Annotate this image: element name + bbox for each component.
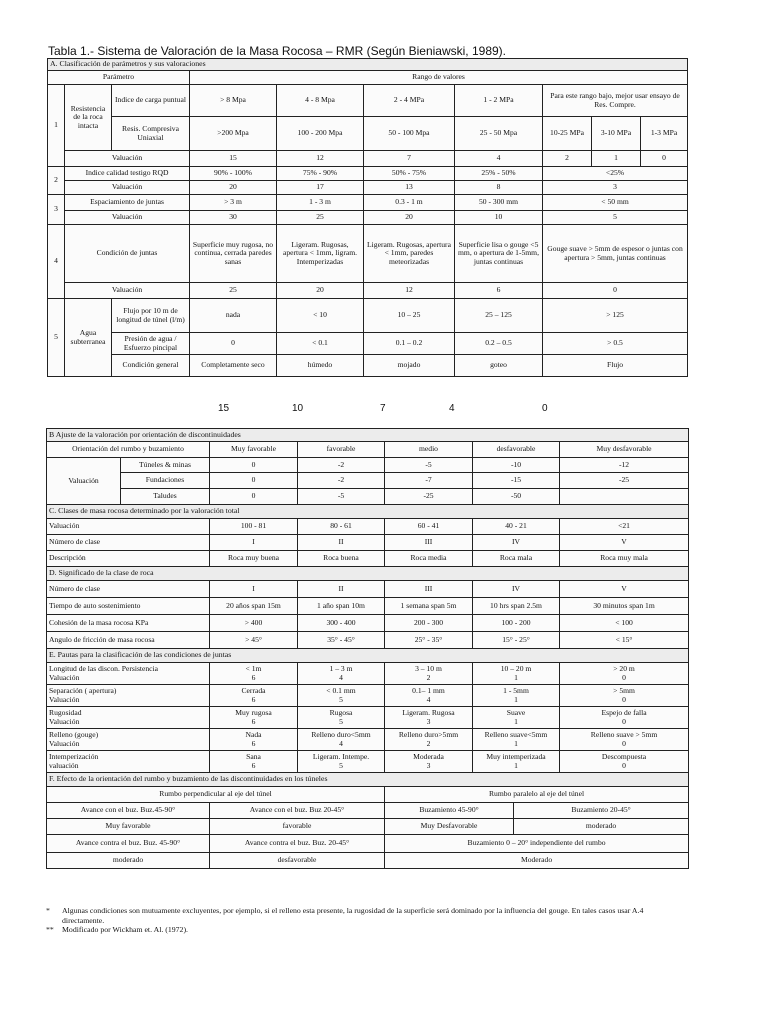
- cell: 20: [277, 283, 364, 299]
- e-label: Separación ( apertura): [49, 686, 117, 695]
- cell: 0.1 – 0.2: [364, 333, 455, 355]
- section-a-heading: A. Clasificación de parámetros y sus valoraciones: [48, 59, 688, 71]
- cell: >200 Mpa: [190, 117, 277, 151]
- cell: > 8 Mpa: [190, 85, 277, 117]
- cell-top: < 1m: [245, 664, 262, 673]
- annotation-value: 4: [449, 403, 455, 414]
- cell: < 50 mm: [543, 195, 688, 211]
- e-label-2: Valuación: [49, 672, 80, 682]
- cell: < 0.1: [277, 333, 364, 355]
- cell: 4: [455, 151, 543, 167]
- cell: Buzamiento 45-90°: [385, 803, 514, 819]
- cell: Roca buena: [298, 551, 385, 567]
- cell: 0: [641, 151, 688, 167]
- cell-top: Sana: [246, 752, 261, 761]
- f-para-header: Rumbo paralelo al eje del túnel: [385, 787, 689, 803]
- b-group: Valuación: [47, 458, 121, 505]
- param-num: 5: [48, 299, 65, 377]
- cell: -25: [560, 473, 689, 489]
- cell: 100 - 200 Mpa: [277, 117, 364, 151]
- cell: 20: [190, 181, 277, 195]
- section-b-heading: B Ajuste de la valoración por orientación de discontinuidades: [47, 429, 689, 442]
- cell: 0: [210, 458, 298, 473]
- cell: -10: [473, 458, 560, 473]
- section-e-heading: E. Pautas para la clasificación de las condiciones de juntas: [47, 649, 689, 663]
- cell: -50: [473, 489, 560, 505]
- param-sub: Indice de carga puntual: [112, 85, 190, 117]
- cell-bottom: 5: [339, 760, 343, 770]
- e-row-label: [47, 663, 210, 685]
- cell: 90% - 100%: [190, 167, 277, 181]
- cell: [298, 663, 385, 685]
- cell-bottom: 4: [426, 694, 431, 704]
- e-label: Rugosidad: [49, 708, 82, 717]
- cell: [298, 751, 385, 773]
- cell: Roca muy mala: [560, 551, 689, 567]
- cell: Avance con el buz. Buz 20-45°: [210, 803, 385, 819]
- cell: -5: [298, 489, 385, 505]
- cell: 15: [190, 151, 277, 167]
- cell: > 3 m: [190, 195, 277, 211]
- cell-top: Muy rugosa: [235, 708, 272, 717]
- cell-bottom: 1: [514, 716, 518, 726]
- cell: 12: [364, 283, 455, 299]
- cell: 25 - 50 Mpa: [455, 117, 543, 151]
- annotation-value: 7: [380, 403, 386, 414]
- cell: Buzamiento 20-45°: [514, 803, 689, 819]
- cell: 5: [543, 211, 688, 225]
- cell: -2: [298, 458, 385, 473]
- footnote-text: Algunas condiciones son mutuamente excluyentes, por ejemplo, si el relleno esta presente, la rugosidad de la superficie será dominado por la influencia del gouge. En tales casos usar A.4 directamente.: [62, 906, 644, 925]
- cell: 10 – 25: [364, 299, 455, 333]
- cell-top: Cerrada: [241, 686, 266, 695]
- d-row-label: Cohesión de la masa rocosa KPa: [47, 615, 210, 632]
- val-label: Valuación: [65, 151, 190, 167]
- col-range: Rango de valores: [190, 71, 688, 85]
- b-head: favorable: [298, 442, 385, 458]
- cell: 35° - 45°: [298, 632, 385, 649]
- param-name: Espaciamiento de juntas: [65, 195, 190, 211]
- cell-bottom: 6: [251, 716, 256, 726]
- cell: [473, 663, 560, 685]
- cell: II: [298, 535, 385, 551]
- cell-bottom: 2: [426, 672, 431, 682]
- cell: [473, 729, 560, 751]
- cell: 8: [455, 181, 543, 195]
- cell: [298, 685, 385, 707]
- cell: 20: [364, 211, 455, 225]
- cell: [560, 663, 689, 685]
- cell: 80 - 61: [298, 519, 385, 535]
- cell-bottom: 0: [622, 716, 626, 726]
- cell: [210, 707, 298, 729]
- cell-top: 0.1– 1 mm: [412, 686, 445, 695]
- cell: 15° - 25°: [473, 632, 560, 649]
- cell: V: [560, 581, 689, 598]
- b-head: Muy favorable: [210, 442, 298, 458]
- c-row-label: Valuación: [47, 519, 210, 535]
- annotation-value: 15: [218, 403, 230, 414]
- cell-bottom: 0: [622, 738, 626, 748]
- cell: 6: [455, 283, 543, 299]
- cell: 25: [190, 283, 277, 299]
- c-row-label: Descripción: [47, 551, 210, 567]
- cell: 300 - 400: [298, 615, 385, 632]
- cell: Flujo: [543, 355, 688, 377]
- cell: desfavorable: [210, 853, 385, 869]
- e-label: Intemperización: [49, 752, 99, 761]
- cell: Avance contra el buz. Buz. 45-90°: [47, 835, 210, 853]
- c-row-label: Número de clase: [47, 535, 210, 551]
- cell: 1 año span 10m: [298, 598, 385, 615]
- cell: [210, 685, 298, 707]
- cell: [210, 663, 298, 685]
- cell-top: Relleno duro>5mm: [398, 730, 459, 739]
- footnote: [46, 906, 686, 925]
- cell: 200 - 300: [385, 615, 473, 632]
- cell: favorable: [210, 819, 385, 835]
- footnotes: [46, 906, 686, 935]
- cell: 25° - 35°: [385, 632, 473, 649]
- cell: > 125: [543, 299, 688, 333]
- footnote-text: Modificado por Wickham et. Al. (1972).: [62, 925, 188, 935]
- cell: III: [385, 581, 473, 598]
- cell-bottom: 6: [251, 672, 256, 682]
- table-title: Tabla 1.- Sistema de Valoración de la Masa Rocosa – RMR (Según Bieniawski, 1989).: [48, 44, 507, 58]
- cell: [210, 751, 298, 773]
- cell: 25% - 50%: [455, 167, 543, 181]
- e-row-label: [47, 729, 210, 751]
- cell: III: [385, 535, 473, 551]
- cell: > 400: [210, 615, 298, 632]
- cell: [473, 751, 560, 773]
- cell-bottom: 4: [339, 738, 343, 748]
- cell: [473, 707, 560, 729]
- cell: Buzamiento 0 – 20° independiente del rumbo: [385, 835, 689, 853]
- cell-top: > 20 m: [613, 664, 635, 673]
- val-label: Valuación: [65, 181, 190, 195]
- param-num: 4: [48, 225, 65, 299]
- cell: Completamente seco: [190, 355, 277, 377]
- cell-top: 3 – 10 m: [415, 664, 442, 673]
- cell: [210, 729, 298, 751]
- cell: [560, 489, 689, 505]
- cell: 4 - 8 Mpa: [277, 85, 364, 117]
- cell-bottom: 3: [426, 716, 431, 726]
- cell: II: [298, 581, 385, 598]
- e-row-label: [47, 751, 210, 773]
- cell-top: < 0.1 mm: [326, 686, 356, 695]
- cell: <21: [560, 519, 689, 535]
- cell: 0.3 - 1 m: [364, 195, 455, 211]
- cell: 50% - 75%: [364, 167, 455, 181]
- cell: [385, 685, 473, 707]
- cell: -15: [473, 473, 560, 489]
- d-row-label: Angulo de fricción de masa rocosa: [47, 632, 210, 649]
- param-num: 2: [48, 167, 65, 195]
- cell-top: Relleno duro<5mm: [311, 730, 371, 739]
- e-label-2: Valuación: [49, 716, 80, 726]
- e-label-2: Valuación: [49, 694, 80, 704]
- cell: 0: [543, 283, 688, 299]
- cell: 1-3 MPa: [641, 117, 688, 151]
- param-name: Indice calidad testigo RQD: [65, 167, 190, 181]
- cell: Muy Desfavorable: [385, 819, 514, 835]
- cell: 60 - 41: [385, 519, 473, 535]
- cell: 17: [277, 181, 364, 195]
- cell: -5: [385, 458, 473, 473]
- cell-top: Moderada: [413, 752, 444, 761]
- cell-bottom: 0: [622, 672, 626, 682]
- cell: <25%: [543, 167, 688, 181]
- cell-top: Suave: [506, 708, 526, 717]
- cell: Superficie lisa o gouge <5 mm, o apertura de 1-5mm, juntas continuas: [455, 225, 543, 283]
- b-head: Orientación del rumbo y buzamiento: [47, 442, 210, 458]
- cell-bottom: 5: [339, 716, 343, 726]
- cell: V: [560, 535, 689, 551]
- cell-bottom: 0: [622, 694, 626, 704]
- cell: [385, 707, 473, 729]
- param-sub: Resis. Compresiva Uniaxial: [112, 117, 190, 151]
- cell: [560, 707, 689, 729]
- cell: [560, 729, 689, 751]
- cell-bottom: 1: [514, 738, 518, 748]
- cell: 3-10 MPa: [592, 117, 641, 151]
- cell-top: Ligeram. Rugosa: [402, 708, 455, 717]
- cell: > 0.5: [543, 333, 688, 355]
- cell: 1 - 2 MPa: [455, 85, 543, 117]
- e-row-label: [47, 685, 210, 707]
- cell-bottom: 6: [251, 760, 256, 770]
- cell: 10 hrs span 2.5m: [473, 598, 560, 615]
- cell: goteo: [455, 355, 543, 377]
- b-head: medio: [385, 442, 473, 458]
- cell: 1: [592, 151, 641, 167]
- cell: 3: [543, 181, 688, 195]
- e-label-2: Valuación: [49, 738, 80, 748]
- cell: [385, 751, 473, 773]
- f-perp-header: Rumbo perpendicular al eje del túnel: [47, 787, 385, 803]
- cell: -25: [385, 489, 473, 505]
- cell: 50 - 300 mm: [455, 195, 543, 211]
- e-label: Longitud de las discon. Persistencia: [49, 664, 159, 673]
- cell: I: [210, 535, 298, 551]
- cell: Avance contra el buz. Buz. 20-45°: [210, 835, 385, 853]
- cell-top: Rugosa: [329, 708, 353, 717]
- footnote-mark: **: [46, 925, 54, 935]
- section-f-heading: F. Efecto de la orientación del rumbo y buzamiento de las discontinuidades en los túneles: [47, 773, 689, 787]
- cell-top: > 5mm: [613, 686, 635, 695]
- cell-top: Muy intemperizada: [486, 752, 546, 761]
- cell: [298, 707, 385, 729]
- cell-bottom: 1: [514, 672, 518, 682]
- cell-bottom: 3: [426, 760, 431, 770]
- cell-top: Espejo de falla: [601, 708, 647, 717]
- cell: húmedo: [277, 355, 364, 377]
- col-param: Parámetro: [48, 71, 190, 85]
- annotation-value: 0: [542, 403, 548, 414]
- cell-top: 1 – 3 m: [329, 664, 353, 673]
- section-d-heading: D. Significado de la clase de roca: [47, 567, 689, 581]
- section-a-table: [47, 58, 687, 377]
- b-head: Muy desfavorable: [560, 442, 689, 458]
- cell: 20 años span 15m: [210, 598, 298, 615]
- cell-bottom: 5: [339, 694, 343, 704]
- cell: [385, 729, 473, 751]
- cell-top: 1 - 5mm: [503, 686, 529, 695]
- cell: > 45°: [210, 632, 298, 649]
- cell: < 10: [277, 299, 364, 333]
- cell: 0.2 – 0.5: [455, 333, 543, 355]
- cell: 25 – 125: [455, 299, 543, 333]
- cell: 1 semana span 5m: [385, 598, 473, 615]
- footnote-mark: *: [46, 906, 50, 915]
- cell: moderado: [514, 819, 689, 835]
- cell: -2: [298, 473, 385, 489]
- cell: 0: [210, 489, 298, 505]
- param-sub: Condición general: [112, 355, 190, 377]
- cell: -7: [385, 473, 473, 489]
- param-name: Agua subterranea: [65, 299, 112, 377]
- cell: Roca media: [385, 551, 473, 567]
- param-name: Condición de juntas: [65, 225, 190, 283]
- cell-bottom: 2: [426, 738, 431, 748]
- cell: 100 - 81: [210, 519, 298, 535]
- cell: moderado: [47, 853, 210, 869]
- cell: 2 - 4 MPa: [364, 85, 455, 117]
- cell: Gouge suave > 5mm de espesor o juntas con apertura > 5mm, juntas continuas: [543, 225, 688, 283]
- cell: [473, 685, 560, 707]
- cell-bottom: 0: [622, 760, 626, 770]
- cell: [298, 729, 385, 751]
- cell-bottom: 4: [339, 672, 343, 682]
- cell: 30 minutos span 1m: [560, 598, 689, 615]
- cell-top: Relleno suave > 5mm: [590, 730, 658, 739]
- cell: Ligeram. Rugosas, apertura < 1mm, paredes meteorizadas: [364, 225, 455, 283]
- cell-top: Relleno suave<5mm: [484, 730, 548, 739]
- b-head: desfavorable: [473, 442, 560, 458]
- e-row-label: [47, 707, 210, 729]
- cell-top: Nada: [245, 730, 262, 739]
- cell: 0: [190, 333, 277, 355]
- cell: Superficie muy rugosa, no continua, cerrada paredes sanas: [190, 225, 277, 283]
- cell: 40 - 21: [473, 519, 560, 535]
- section-c-heading: C. Clases de masa rocosa determinado por la valoración total: [47, 505, 689, 519]
- cell: IV: [473, 581, 560, 598]
- section-b-f-table: [46, 428, 688, 869]
- cell: nada: [190, 299, 277, 333]
- cell: < 15°: [560, 632, 689, 649]
- val-label: Valuación: [65, 283, 190, 299]
- cell: I: [210, 581, 298, 598]
- cell: 30: [190, 211, 277, 225]
- b-row-label: Túneles & minas: [121, 458, 210, 473]
- cell: Ligeram. Rugosas, apertura < 1mm, ligram. Intemperizadas: [277, 225, 364, 283]
- cell: < 100: [560, 615, 689, 632]
- cell-bottom: 6: [251, 694, 256, 704]
- cell: Avance con el buz. Buz.45-90°: [47, 803, 210, 819]
- d-row-label: Número de clase: [47, 581, 210, 598]
- annotation-value: 10: [292, 403, 304, 414]
- cell: -12: [560, 458, 689, 473]
- cell: [560, 751, 689, 773]
- cell-top: 10 – 20 m: [500, 664, 532, 673]
- e-label-2: valuación: [49, 760, 79, 770]
- cell: 10: [455, 211, 543, 225]
- cell: 1 - 3 m: [277, 195, 364, 211]
- param-sub: Presión de agua / Esfuerzo pincipal: [112, 333, 190, 355]
- cell-bottom: 1: [514, 694, 518, 704]
- cell: [385, 663, 473, 685]
- cell: Para este rango bajo, mejor usar ensayo de Res. Compre.: [543, 85, 688, 117]
- cell: IV: [473, 535, 560, 551]
- cell: 50 - 100 Mpa: [364, 117, 455, 151]
- cell: mojado: [364, 355, 455, 377]
- cell: Moderado: [385, 853, 689, 869]
- cell: 7: [364, 151, 455, 167]
- cell: 10-25 MPa: [543, 117, 592, 151]
- d-row-label: Tiempo de auto sostenimiento: [47, 598, 210, 615]
- param-num: 1: [48, 85, 65, 167]
- param-name: Resistencia de la roca intacta: [65, 85, 112, 151]
- cell-top: Descompuesta: [601, 752, 647, 761]
- param-sub: Flujo por 10 m de longitud de túnel (l/m): [112, 299, 190, 333]
- val-label: Valuación: [65, 211, 190, 225]
- cell: 25: [277, 211, 364, 225]
- cell: 13: [364, 181, 455, 195]
- cell: 12: [277, 151, 364, 167]
- cell-bottom: 1: [514, 760, 518, 770]
- cell: [560, 685, 689, 707]
- cell: 0: [210, 473, 298, 489]
- footnote: [46, 925, 686, 935]
- b-row-label: Taludes: [121, 489, 210, 505]
- cell-bottom: 6: [251, 738, 256, 748]
- cell: Roca mala: [473, 551, 560, 567]
- cell: 75% - 90%: [277, 167, 364, 181]
- b-row-label: Fundaciones: [121, 473, 210, 489]
- e-label: Relleno (gouge): [49, 730, 99, 739]
- cell: 100 - 200: [473, 615, 560, 632]
- cell-top: Ligeram. Intempe.: [312, 752, 370, 761]
- cell: 2: [543, 151, 592, 167]
- cell: Muy favorable: [47, 819, 210, 835]
- param-num: 3: [48, 195, 65, 225]
- cell: Roca muy buena: [210, 551, 298, 567]
